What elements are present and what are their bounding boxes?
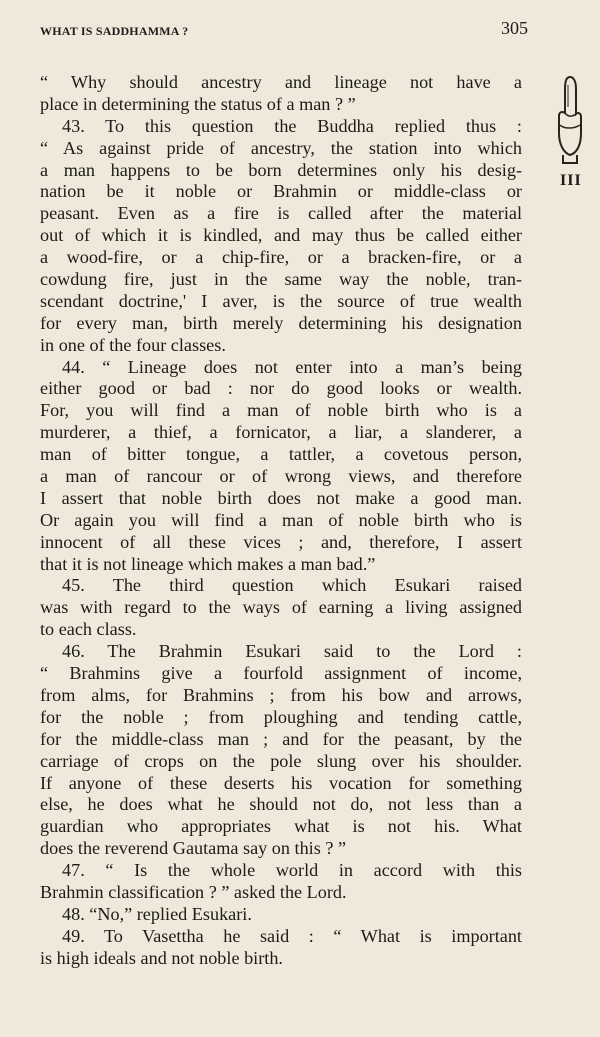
text-line: Brahmin classification ? ” asked the Lord. (40, 881, 347, 902)
text-line: place in determining the status of a man ? ” (40, 93, 356, 114)
text-line: 47. “ Is the whole world in accord with this (62, 860, 522, 881)
text-line: 43. To this question the Buddha replied thus : (62, 115, 522, 136)
text-line: either good or bad : nor do good looks or wealth. (40, 378, 522, 399)
raised-hand-icon (552, 73, 588, 165)
text-line: peasant. Even as a fire is called after the material (40, 203, 522, 224)
text-line: for every man, birth merely determining his designation (40, 312, 522, 333)
text-line: for the middle-class man ; and for the peasant, by the (40, 728, 522, 749)
text-line: innocent of all these vices ; and, therefore, I assert (40, 531, 522, 552)
text-line: was with regard to the ways of earning a living assigned (40, 597, 522, 618)
text-line: in one of the four classes. (40, 334, 226, 355)
text-line: “ As against pride of ancestry, the station into which (40, 137, 522, 158)
text-line: a man of rancour or of wrong views, and therefore (40, 466, 522, 487)
text-line: a man happens to be born determines only his desig- (40, 159, 522, 180)
page-body-text (40, 72, 522, 970)
text-line: I assert that noble birth does not make a good man. (40, 487, 522, 508)
text-line: that it is not lineage which makes a man bad.” (40, 553, 376, 574)
text-line: guardian who appropriates what is not his. What (40, 816, 522, 837)
text-line: “ Brahmins give a fourfold assignment of income, (40, 663, 522, 684)
page-number: 305 (501, 18, 528, 38)
text-line: man of bitter tongue, a tattler, a covetous person, (40, 444, 522, 465)
text-line: nation be it noble or Brahmin or middle-class or (40, 181, 522, 202)
text-line: a wood-fire, or a chip-fire, or a bracken-fire, or a (40, 247, 522, 268)
text-line: For, you will find a man of noble birth who is a (40, 400, 522, 421)
text-line: scendant doctrine,' I aver, is the source of true wealth (40, 290, 522, 311)
text-line: 46. The Brahmin Esukari said to the Lord : (62, 641, 522, 662)
text-line: 48. “No,” replied Esukari. (62, 903, 252, 924)
text-line: Or again you will find a man of noble birth who is (40, 509, 522, 530)
text-line: “ Why should ancestry and lineage not have a (40, 72, 522, 92)
chapter-numeral: III (560, 172, 582, 189)
text-line: does the reverend Gautama say on this ? ” (40, 838, 347, 859)
text-line: murderer, a thief, a fornicator, a liar, a slanderer, a (40, 422, 522, 443)
text-line: carriage of crops on the pole slung over his shoulder. (40, 750, 522, 771)
text-line: cowdung fire, just in the same way the noble, tran- (40, 269, 522, 290)
text-line: out of which it is kindled, and may thus be called either (40, 225, 522, 246)
text-line: 45. The third question which Esukari raised (62, 575, 522, 596)
page-header (40, 18, 528, 42)
text-line: else, he does what he should not do, not less than a (40, 794, 522, 815)
running-head: WHAT IS SADDHAMMA ? (40, 24, 189, 38)
text-line: is high ideals and not noble birth. (40, 947, 283, 968)
text-line: from alms, for Brahmins ; from his bow and arrows, (40, 684, 522, 705)
text-line: 44. “ Lineage does not enter into a man’s being (62, 356, 522, 377)
text-line: for the noble ; from ploughing and tending cattle, (40, 706, 522, 727)
text-line: 49. To Vasettha he said : “ What is important (62, 925, 522, 946)
text-line: to each class. (40, 619, 137, 640)
text-line: If anyone of these deserts his vocation for something (40, 772, 522, 793)
